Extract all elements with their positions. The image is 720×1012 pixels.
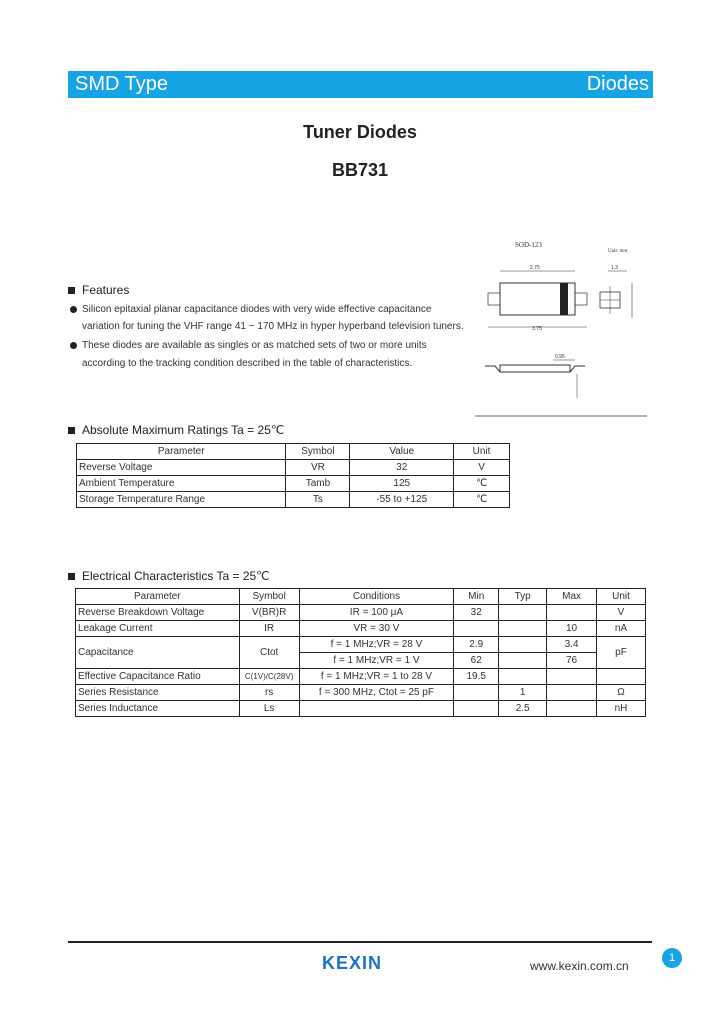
elec-heading xyxy=(68,569,270,583)
part-number: BB731 xyxy=(331,160,389,180)
table-row: f = 1 MHz;VR = 1 V 62 76 xyxy=(76,653,646,669)
pkg-name: SOD-123 xyxy=(515,241,542,249)
page-number: 1 xyxy=(662,948,682,968)
table-row: Reverse Voltage VR 32 V xyxy=(77,460,510,476)
table-row: Leakage Current IR VR = 30 V 10 nA xyxy=(76,621,646,637)
pkg-dim-a: 2.75 xyxy=(530,265,540,271)
abs-table xyxy=(76,443,510,508)
square-bullet-icon xyxy=(68,287,75,294)
elec-table xyxy=(75,588,646,717)
pkg-dim-c: 1.3 xyxy=(611,265,618,271)
header-bar xyxy=(68,71,653,98)
pkg-dim-b: 3.75 xyxy=(532,326,542,332)
footer-divider xyxy=(68,941,652,943)
pkg-dim-d: 0.95 xyxy=(555,354,565,360)
elec-heading-text: Electrical Characteristics Ta = 25℃ xyxy=(82,569,270,583)
header-right: Diodes xyxy=(586,73,649,95)
table-header-row: Parameter Symbol Value Unit xyxy=(77,444,510,460)
feature-line-3: These diodes are available as singles or as matched sets of two or more units xyxy=(70,340,427,351)
table-row: Ambient Temperature Tamb 125 ℃ xyxy=(77,476,510,492)
table-row: Capacitance Ctot f = 1 MHz;VR = 28 V 2.9 3.4 pF xyxy=(76,637,646,653)
feature-line-2: variation for tuning the VHF range 41 ~ 170 MHz in hyper hyperband television tuners. xyxy=(82,321,464,332)
footer-url[interactable]: www.kexin.com.cn xyxy=(530,959,629,973)
bullet-icon xyxy=(70,342,77,349)
square-bullet-icon xyxy=(68,427,75,434)
table-row: Reverse Breakdown Voltage V(BR)R IR = 100 μA 32 V xyxy=(76,605,646,621)
kexin-logo: KEXIN xyxy=(322,953,383,973)
table-row: Effective Capacitance Ratio C(1V)/C(28V) f = 1 MHz;VR = 1 to 28 V 19.5 xyxy=(76,669,646,685)
pkg-unit: Unit: mm xyxy=(608,249,628,254)
table-row: Storage Temperature Range Ts -55 to +125 ℃ xyxy=(77,492,510,508)
doc-title: Tuner Diodes xyxy=(303,122,417,142)
features-heading-text: Features xyxy=(82,283,130,297)
feature-line-4: according to the tracking condition described in the table of characteristics. xyxy=(82,358,413,369)
abs-heading xyxy=(68,423,284,437)
table-header-row: Parameter Symbol Conditions Min Typ Max Unit xyxy=(76,589,646,605)
table-row: Series Inductance Ls 2.5 nH xyxy=(76,701,646,717)
abs-heading-text: Absolute Maximum Ratings Ta = 25℃ xyxy=(82,423,285,437)
features-heading xyxy=(68,283,129,297)
table-row: Series Resistance rs f = 300 MHz, Ctot = 25 pF 1 Ω xyxy=(76,685,646,701)
bullet-icon xyxy=(70,306,77,313)
header-left: SMD Type xyxy=(75,73,168,95)
square-bullet-icon xyxy=(68,573,75,580)
feature-line-1: Silicon epitaxial planar capacitance diodes with very wide effective capacitance xyxy=(70,304,431,315)
package-drawing xyxy=(475,238,647,418)
